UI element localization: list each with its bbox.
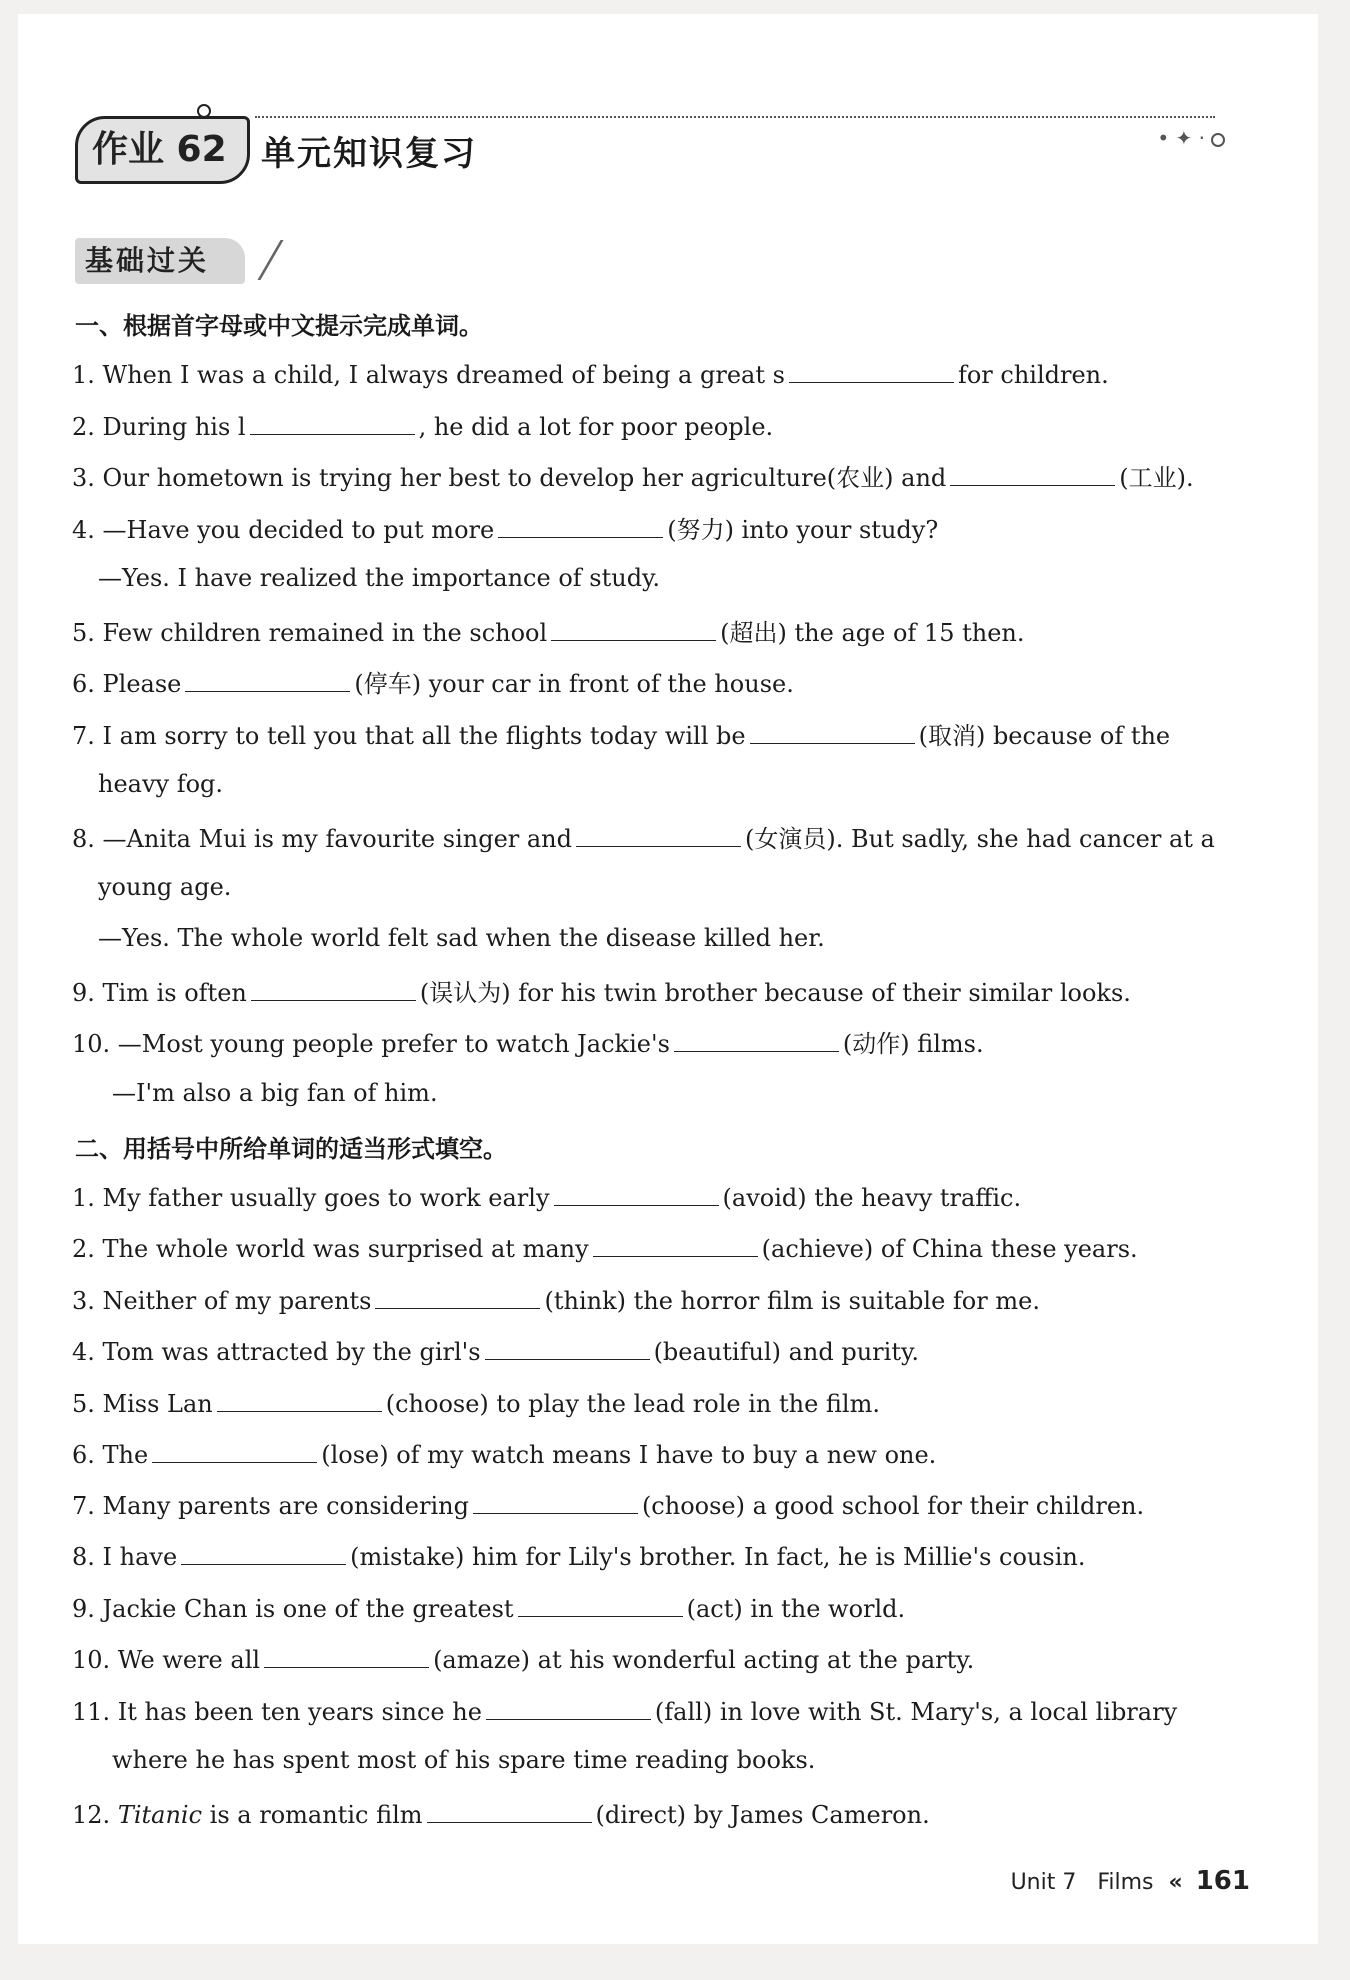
answer-blank[interactable] [250,408,415,435]
answer-blank[interactable] [264,1641,429,1668]
question-text: (act) in the world. [686,1595,906,1623]
double-chevron-left-icon: « [1168,1870,1183,1895]
question-text: (努力) into your study? [667,516,939,544]
question-text: 3. Neither of my parents [72,1287,372,1315]
page-number: 161 [1195,1866,1250,1896]
question-text: (amaze) at his wonderful acting at the party. [433,1646,975,1674]
question-text: (取消) because of the [918,722,1171,750]
question-text: (工业). [1119,464,1194,492]
answer-blank[interactable] [485,1333,650,1360]
question-1-2 [72,408,1232,443]
question-text: (女演员). But sadly, she had cancer at a [745,825,1215,853]
answer-blank[interactable] [181,1538,346,1565]
question-text: 5. Few children remained in the school [72,619,548,647]
question-text: 2. During his l [72,413,246,441]
answer-blank[interactable] [518,1590,683,1617]
question-text: (avoid) the heavy traffic. [722,1184,1022,1212]
answer-blank[interactable] [750,717,915,744]
question-text: 5. Miss Lan [72,1390,213,1418]
answer-blank[interactable] [551,614,716,641]
question-1-7-cont: heavy fog. [98,770,224,798]
question-text: 9. Jackie Chan is one of the greatest [72,1595,514,1623]
answer-blank[interactable] [486,1693,651,1720]
badge-dot-icon [197,104,211,118]
question-1-8-cont: young age. [98,873,232,901]
page-footer [1011,1866,1250,1896]
question-2-8 [72,1538,1232,1573]
answer-blank[interactable] [593,1230,758,1257]
question-text: (choose) to play the lead role in the film. [385,1390,880,1418]
question-2-12 [72,1796,1232,1831]
unit-topic: Films [1097,1870,1154,1895]
question-2-7 [72,1487,1232,1522]
answer-blank[interactable] [473,1487,638,1514]
question-text: 12. [72,1801,111,1829]
question-text: (beautiful) and purity. [653,1338,919,1366]
answer-blank[interactable] [576,820,741,847]
answer-blank[interactable] [427,1796,592,1823]
answer-blank[interactable] [498,511,663,538]
question-2-5 [72,1385,1232,1420]
question-2-6 [72,1436,1232,1471]
answer-blank[interactable] [217,1385,382,1412]
question-text: 2. The whole world was surprised at many [72,1235,589,1263]
question-text: is a romantic film [209,1801,423,1829]
ring-icon [1211,133,1225,147]
question-text: (动作) films. [842,1030,984,1058]
question-text: (超出) the age of 15 then. [720,619,1025,647]
question-text: (lose) of my watch means I have to buy a new one. [321,1441,937,1469]
answer-blank[interactable] [674,1025,839,1052]
question-text: (mistake) him for Lily's brother. In fact, he is Millie's cousin. [350,1543,1086,1571]
question-1-8 [72,820,1232,855]
question-1-9 [72,974,1232,1009]
question-text: 11. It has been ten years since he [72,1698,482,1726]
section-tag-label: 基础过关 [75,238,245,284]
question-1-8-reply: —Yes. The whole world felt sad when the disease killed her. [98,924,825,952]
question-text: 8. I have [72,1543,178,1571]
question-text: 10. —Most young people prefer to watch Jackie's [72,1030,670,1058]
question-text: 10. We were all [72,1646,261,1674]
answer-blank[interactable] [375,1282,540,1309]
question-1-4 [72,511,1232,546]
question-text: 3. Our hometown is trying her best to develop her agriculture(农业) and [72,464,947,492]
question-text: (think) the horror film is suitable for me. [544,1287,1040,1315]
assignment-header [75,108,1225,188]
question-2-2 [72,1230,1232,1265]
question-text: 7. I am sorry to tell you that all the flights today will be [72,722,746,750]
question-2-9 [72,1590,1232,1625]
question-2-10 [72,1641,1232,1676]
question-1-10 [72,1025,1232,1060]
question-2-4 [72,1333,1232,1368]
question-text: 1. When I was a child, I always dreamed of being a great s [72,361,785,389]
question-1-4-reply: —Yes. I have realized the importance of study. [98,564,661,592]
question-text: (direct) by James Cameron. [595,1801,930,1829]
answer-blank[interactable] [554,1179,719,1206]
dotted-divider [255,116,1215,118]
question-text: 8. —Anita Mui is my favourite singer and [72,825,573,853]
question-text: 6. Please [72,670,182,698]
question-text: 9. Tim is often [72,979,247,1007]
unit-label: Unit 7 [1010,1870,1077,1895]
part1-title: 一、根据首字母或中文提示完成单词。 [75,312,483,340]
assignment-badge: 作业 62 [75,116,250,184]
question-1-1 [72,356,1232,391]
question-1-5 [72,614,1232,649]
question-text: 4. —Have you decided to put more [72,516,495,544]
question-text: (achieve) of China these years. [761,1235,1138,1263]
answer-blank[interactable] [185,665,350,692]
question-2-1 [72,1179,1232,1214]
question-text: 4. Tom was attracted by the girl's [72,1338,481,1366]
sparkle-icon: • ✦ · [1157,126,1225,150]
part2-title: 二、用括号中所给单词的适当形式填空。 [75,1135,507,1163]
question-text: 7. Many parents are considering [72,1492,469,1520]
assignment-title: 单元知识复习 [261,134,477,174]
answer-blank[interactable] [789,356,954,383]
question-2-11-cont: where he has spent most of his spare time reading books. [112,1746,816,1774]
question-text: (fall) in love with St. Mary's, a local library [654,1698,1178,1726]
question-1-7 [72,717,1232,752]
question-text: , he did a lot for poor people. [418,413,774,441]
question-2-3 [72,1282,1232,1317]
question-text: for children. [957,361,1109,389]
film-title: Titanic [117,1801,203,1829]
question-text: (choose) a good school for their children. [641,1492,1145,1520]
question-2-11 [72,1693,1232,1728]
question-text: (停车) your car in front of the house. [354,670,794,698]
answer-blank[interactable] [950,459,1115,486]
question-1-6 [72,665,1232,700]
question-text: (误认为) for his twin brother because of their similar looks. [419,979,1131,1007]
question-text: 6. The [72,1441,149,1469]
question-1-3 [72,459,1232,494]
answer-blank[interactable] [152,1436,317,1463]
question-1-10-reply: —I'm also a big fan of him. [112,1079,438,1107]
answer-blank[interactable] [251,974,416,1001]
section-tag [75,238,255,286]
question-text: 1. My father usually goes to work early [72,1184,550,1212]
